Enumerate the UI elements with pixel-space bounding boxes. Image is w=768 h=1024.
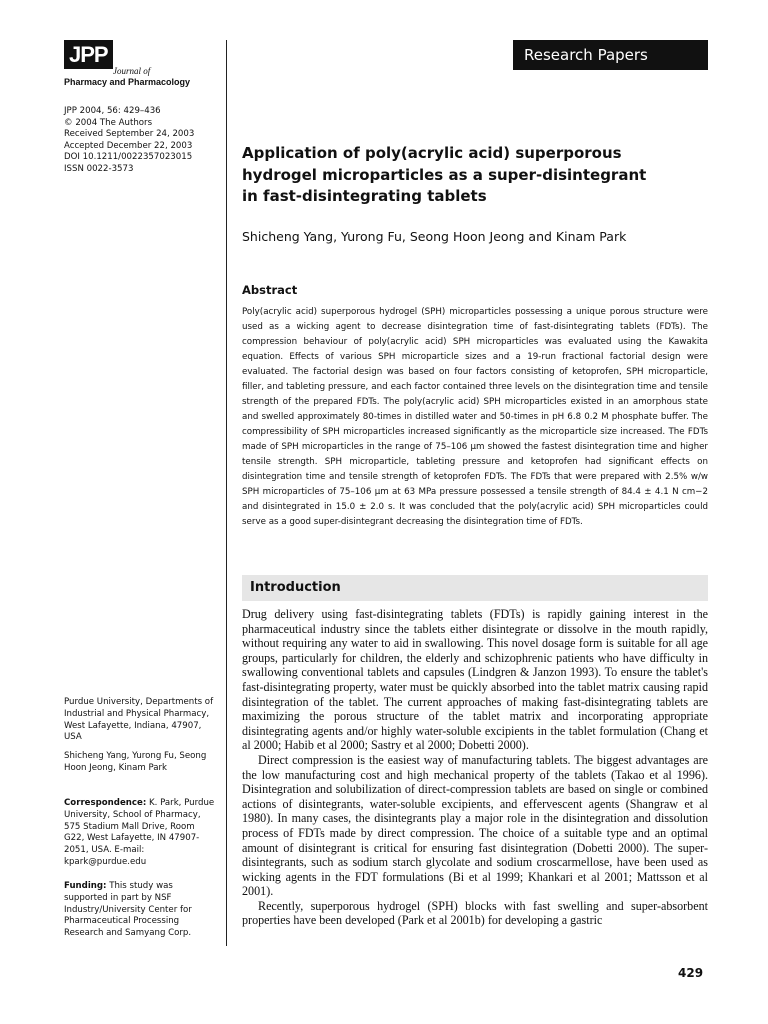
meta-received: Received September 24, 2003 xyxy=(64,129,195,140)
section-banner: Research Papers xyxy=(513,40,708,70)
journal-of-label: Journal of xyxy=(113,66,151,76)
article-title: Application of poly(acrylic acid) superporous hydrogel microparticles as a super-disintegrant in fast-disintegrating tablets xyxy=(242,144,647,205)
meta-issn: ISSN 0022-3573 xyxy=(64,163,134,174)
article-authors: Shicheng Yang, Yurong Fu, Seong Hoon Jeong and Kinam Park xyxy=(242,229,627,244)
sidebar-funding xyxy=(64,881,216,940)
page-number: 429 xyxy=(678,966,704,980)
introduction-heading-box xyxy=(242,575,708,601)
correspondence-text: K. Park, Purdue University, School of Pharmacy, 575 Stadium Mall Drive, Room G22, West Lafayette, IN 47907-2051, USA. E-mail: kpark@purdue.edu xyxy=(64,798,215,867)
jpp-logo-mark: JPP xyxy=(64,40,113,69)
meta-doi: DOI 10.1211/0022357023015 xyxy=(64,152,193,163)
journal-logo xyxy=(64,40,191,87)
intro-paragraph: Recently, superporous hydrogel (SPH) blocks with fast swelling and super-absorbent properties have been developed (Park et al 2001b) for developing a gastric xyxy=(242,898,708,928)
meta-citation: JPP 2004, 56: 429–436 xyxy=(64,106,161,116)
introduction-heading: Introduction xyxy=(250,580,341,595)
correspondence-label: Correspondence: xyxy=(64,798,147,808)
abstract-heading: Abstract xyxy=(242,283,298,297)
funding-text: This study was supported in part by NSF Industry/University Center for Pharmaceutical Processing Research and Samyang Corp. xyxy=(64,881,192,939)
introduction-body xyxy=(242,607,708,928)
intro-paragraph: Direct compression is the easiest way of manufacturing tablets. The biggest advantages are the low manufacturing cost and high mechanical property of the tablets (Takao et al 1996). Disintegration and solubilization of direct-compression tablets are based on single or combined actions of disintegrants, water-soluble excipients, and effervescent agents (Shangraw et al 1980). In many cases, the disintegrants play a major role in the disintegration and dissolution process of FDTs made by direct compression. The choice of a suitable type and an optimal amount of disintegrant is critical for ensuring fast disintegration (Dobetti 2000). The super-disintegrants, such as sodium starch glycolate and sodium croscarmellose, have been used as wicking agents in the FDT formulations (Bi et al 1999; Khankari et al 2001; Mattsson et al 2001). xyxy=(242,752,708,899)
sidebar-authors: Shicheng Yang, Yurong Fu, Seong Hoon Jeong, Kinam Park xyxy=(64,751,207,773)
journal-name: Pharmacy and Pharmacology xyxy=(64,77,191,87)
meta-copyright: © 2004 The Authors xyxy=(64,117,153,128)
column-divider xyxy=(226,40,227,946)
sidebar-affiliation: Purdue University, Departments of Industrial and Physical Pharmacy, West Lafayette, Indiana, 47907, USA xyxy=(64,697,214,743)
meta-accepted: Accepted December 22, 2003 xyxy=(64,140,193,151)
article-meta xyxy=(64,106,194,176)
sidebar-correspondence xyxy=(64,798,216,869)
intro-paragraph: Drug delivery using fast-disintegrating tablets (FDTs) is rapidly gaining interest in the pharmaceutical industry since the tablets either disintegrate or dissolve in the mouth rapidly, without requiring any water to aid in swallowing. This novel dosage form is suitable for all age groups, particularly for children, the elderly and schizophrenic patients who have difficulty in swallowing conventional tablets and capsules (Lindgren & Janzon 1993). To ensure the tablet's fast-disintegrating property, water must be quickly absorbed into the tablet matrix causing rapid disintegration of the tablet. The current approaches of making fast-disintegrating tablets are maximizing the porous structure of the tablet matrix and incorporating appropriate disintegrating agents and/or highly water-soluble excipients in the tablet formulation (Chang et al 2000; Habib et al 2000; Sastry et al 2000; Dobetti 2000). xyxy=(242,607,708,753)
funding-label: Funding: xyxy=(64,881,107,891)
abstract-text: Poly(acrylic acid) superporous hydrogel (SPH) microparticles possessing a unique porous structure were used as a wicking agent to decrease disintegration time of fast-disintegrating tablets (FDTs). The compression behaviour of poly(acrylic acid) SPH microparticles was evaluated using the Kawakita equation. Effects of various SPH microparticle sizes and a 19-run fractional factorial design were evaluated. The factorial design was based on four factors consisting of ketoprofen, SPH microparticle, filler, and tableting pressure, and each factor contained three levels on the disintegration time and tensile strength of the prepared FDTs. The poly(acrylic acid) SPH microparticles existed in an amorphous state and swelled approximately 80-times in distilled water and 50-times in pH 6.8 0.2 M phosphate buffer. The compressibility of SPH microparticles increased significantly as the microparticle size increased. The FDTs made of SPH microparticles in the range of 75–106 μm showed the fastest disintegration time and higher tensile strength. SPH microparticle, tableting pressure and ketoprofen had significant effects on disintegration time and tensile strength of ketoprofen FDTs. The FDTs that were prepared with 2.5% w/w SPH microparticles of 75–106 μm at 63 MPa pressure possessed a tensile strength of 84.4 ± 4.1 N cm−2 and disintegrated in 15.0 ± 2.0 s. It was concluded that the poly(acrylic acid) SPH microparticles could serve as a good super-disintegrant decreasing the disintegration time of FDTs. xyxy=(242,307,708,527)
